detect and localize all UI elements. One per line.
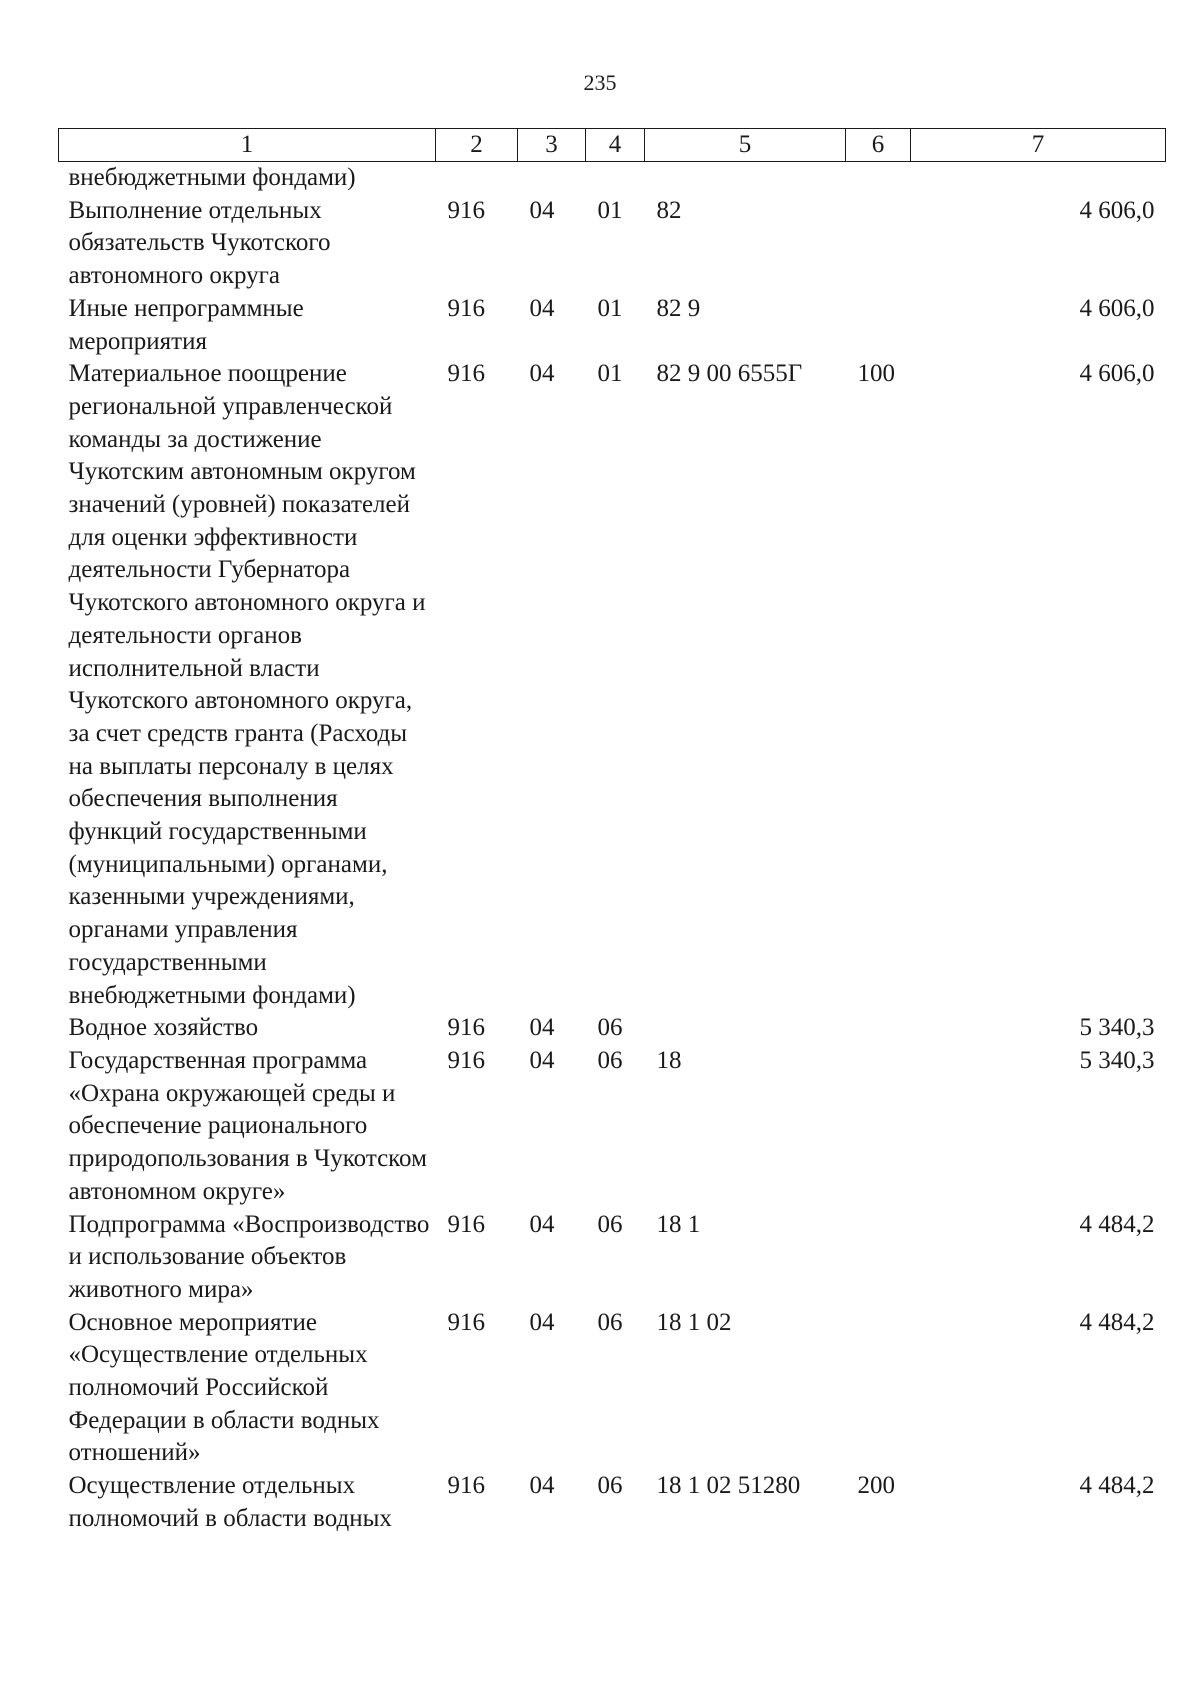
subsection-code: 01 [597, 196, 623, 224]
table-row [59, 358, 1166, 1012]
table-row [59, 162, 1166, 195]
subsection-code: 06 [597, 1014, 623, 1042]
expense-type-code [846, 1012, 911, 1045]
target-article-code [645, 162, 846, 195]
admin-code: 916 [447, 294, 485, 322]
expense-name: внебюджетными фондами) [68, 164, 356, 191]
expense-type-code: 100 [857, 360, 895, 388]
section-code: 04 [529, 1046, 555, 1074]
table-row [59, 195, 1166, 293]
expense-type-code [846, 293, 911, 358]
target-article-code: 18 1 02 51280 [656, 1472, 801, 1500]
subsection-code: 06 [597, 1472, 623, 1500]
section-code: 04 [529, 1210, 555, 1238]
expense-name: Подпрограмма «Воспроизводство и использование объектов животного мира» [68, 1210, 430, 1303]
table-row [59, 1209, 1166, 1307]
section-code: 04 [529, 196, 555, 224]
expense-name: Основное мероприятие «Осуществление отдельных полномочий Российской Федерации в области водных отношений» [68, 1308, 380, 1467]
target-article-code: 82 9 [656, 294, 701, 322]
table-row [59, 1012, 1166, 1045]
admin-code: 916 [447, 1014, 485, 1042]
amount: 4 606,0 [1079, 294, 1155, 322]
expense-name: Осуществление отдельных полномочий в области водных [68, 1472, 392, 1532]
subsection-code [586, 162, 645, 195]
table-row [59, 1307, 1166, 1471]
subsection-code: 06 [597, 1308, 623, 1336]
budget-table [58, 128, 1166, 1536]
target-article-code: 18 1 [656, 1210, 701, 1238]
table-header-row [59, 129, 1166, 162]
amount: 4 606,0 [1079, 196, 1155, 224]
target-article-code [645, 1012, 846, 1045]
amount: 4 484,2 [1079, 1472, 1155, 1500]
amount: 5 340,3 [1079, 1046, 1155, 1074]
column-header: 1 [59, 129, 436, 162]
expense-name: Материальное поощрение региональной управленческой команды за достижение Чукотским автономным округом значений (уровней) показателей для оценки эффективности деятельности Губернатора Чукотского автономного округа и деятельности органов исполнительной власти Чукотского автономного округа, за счет средств гранта (Расходы на выплаты персоналу в целях обеспечения выполнения функций государственными (муниципальными) органами, казенными учреждениями, органами управления государственными внебюджетными фондами) [68, 360, 426, 1009]
amount: 4 606,0 [1079, 360, 1155, 388]
amount: 5 340,3 [1079, 1014, 1155, 1042]
expense-name: Государственная программа «Охрана окружающей среды и обеспечение рационального природопользования в Чукотском автономном округе» [68, 1046, 427, 1205]
expense-type-code [846, 1045, 911, 1209]
section-code: 04 [529, 360, 555, 388]
target-article-code: 82 9 00 6555Г [656, 360, 803, 388]
column-header: 7 [911, 129, 1166, 162]
admin-code: 916 [447, 360, 485, 388]
section-code: 04 [529, 294, 555, 322]
expense-name: Водное хозяйство [68, 1014, 259, 1042]
subsection-code: 01 [597, 294, 623, 322]
expense-type-code [846, 1209, 911, 1307]
page-number: 235 [583, 70, 617, 95]
amount: 4 484,2 [1079, 1210, 1155, 1238]
target-article-code: 18 1 02 [656, 1308, 732, 1336]
amount: 4 484,2 [1079, 1308, 1155, 1336]
subsection-code: 01 [597, 360, 623, 388]
expense-type-code: 200 [857, 1472, 895, 1500]
admin-code: 916 [447, 1046, 485, 1074]
target-article-code: 82 [656, 196, 682, 224]
table-row [59, 1045, 1166, 1209]
column-header: 2 [436, 129, 518, 162]
expense-type-code [846, 195, 911, 293]
section-code: 04 [529, 1308, 555, 1336]
admin-code: 916 [447, 1308, 485, 1336]
section-code: 04 [529, 1014, 555, 1042]
target-article-code: 18 [656, 1046, 682, 1074]
subsection-code: 06 [597, 1046, 623, 1074]
expense-name: Иные непрограммные мероприятия [68, 294, 304, 355]
section-code: 04 [529, 1472, 555, 1500]
column-header: 3 [518, 129, 586, 162]
table-row [59, 1470, 1166, 1535]
column-header: 5 [645, 129, 846, 162]
section-code [518, 162, 586, 195]
admin-code: 916 [447, 1472, 485, 1500]
expense-name: Выполнение отдельных обязательств Чукотского автономного округа [68, 196, 331, 290]
admin-code [436, 162, 518, 195]
subsection-code: 06 [597, 1210, 623, 1238]
expense-type-code [846, 162, 911, 195]
expense-type-code [846, 1307, 911, 1471]
admin-code: 916 [447, 1210, 485, 1238]
column-header: 4 [586, 129, 645, 162]
column-header: 6 [846, 129, 911, 162]
admin-code: 916 [447, 196, 485, 224]
table-row [59, 293, 1166, 358]
amount [911, 162, 1166, 195]
